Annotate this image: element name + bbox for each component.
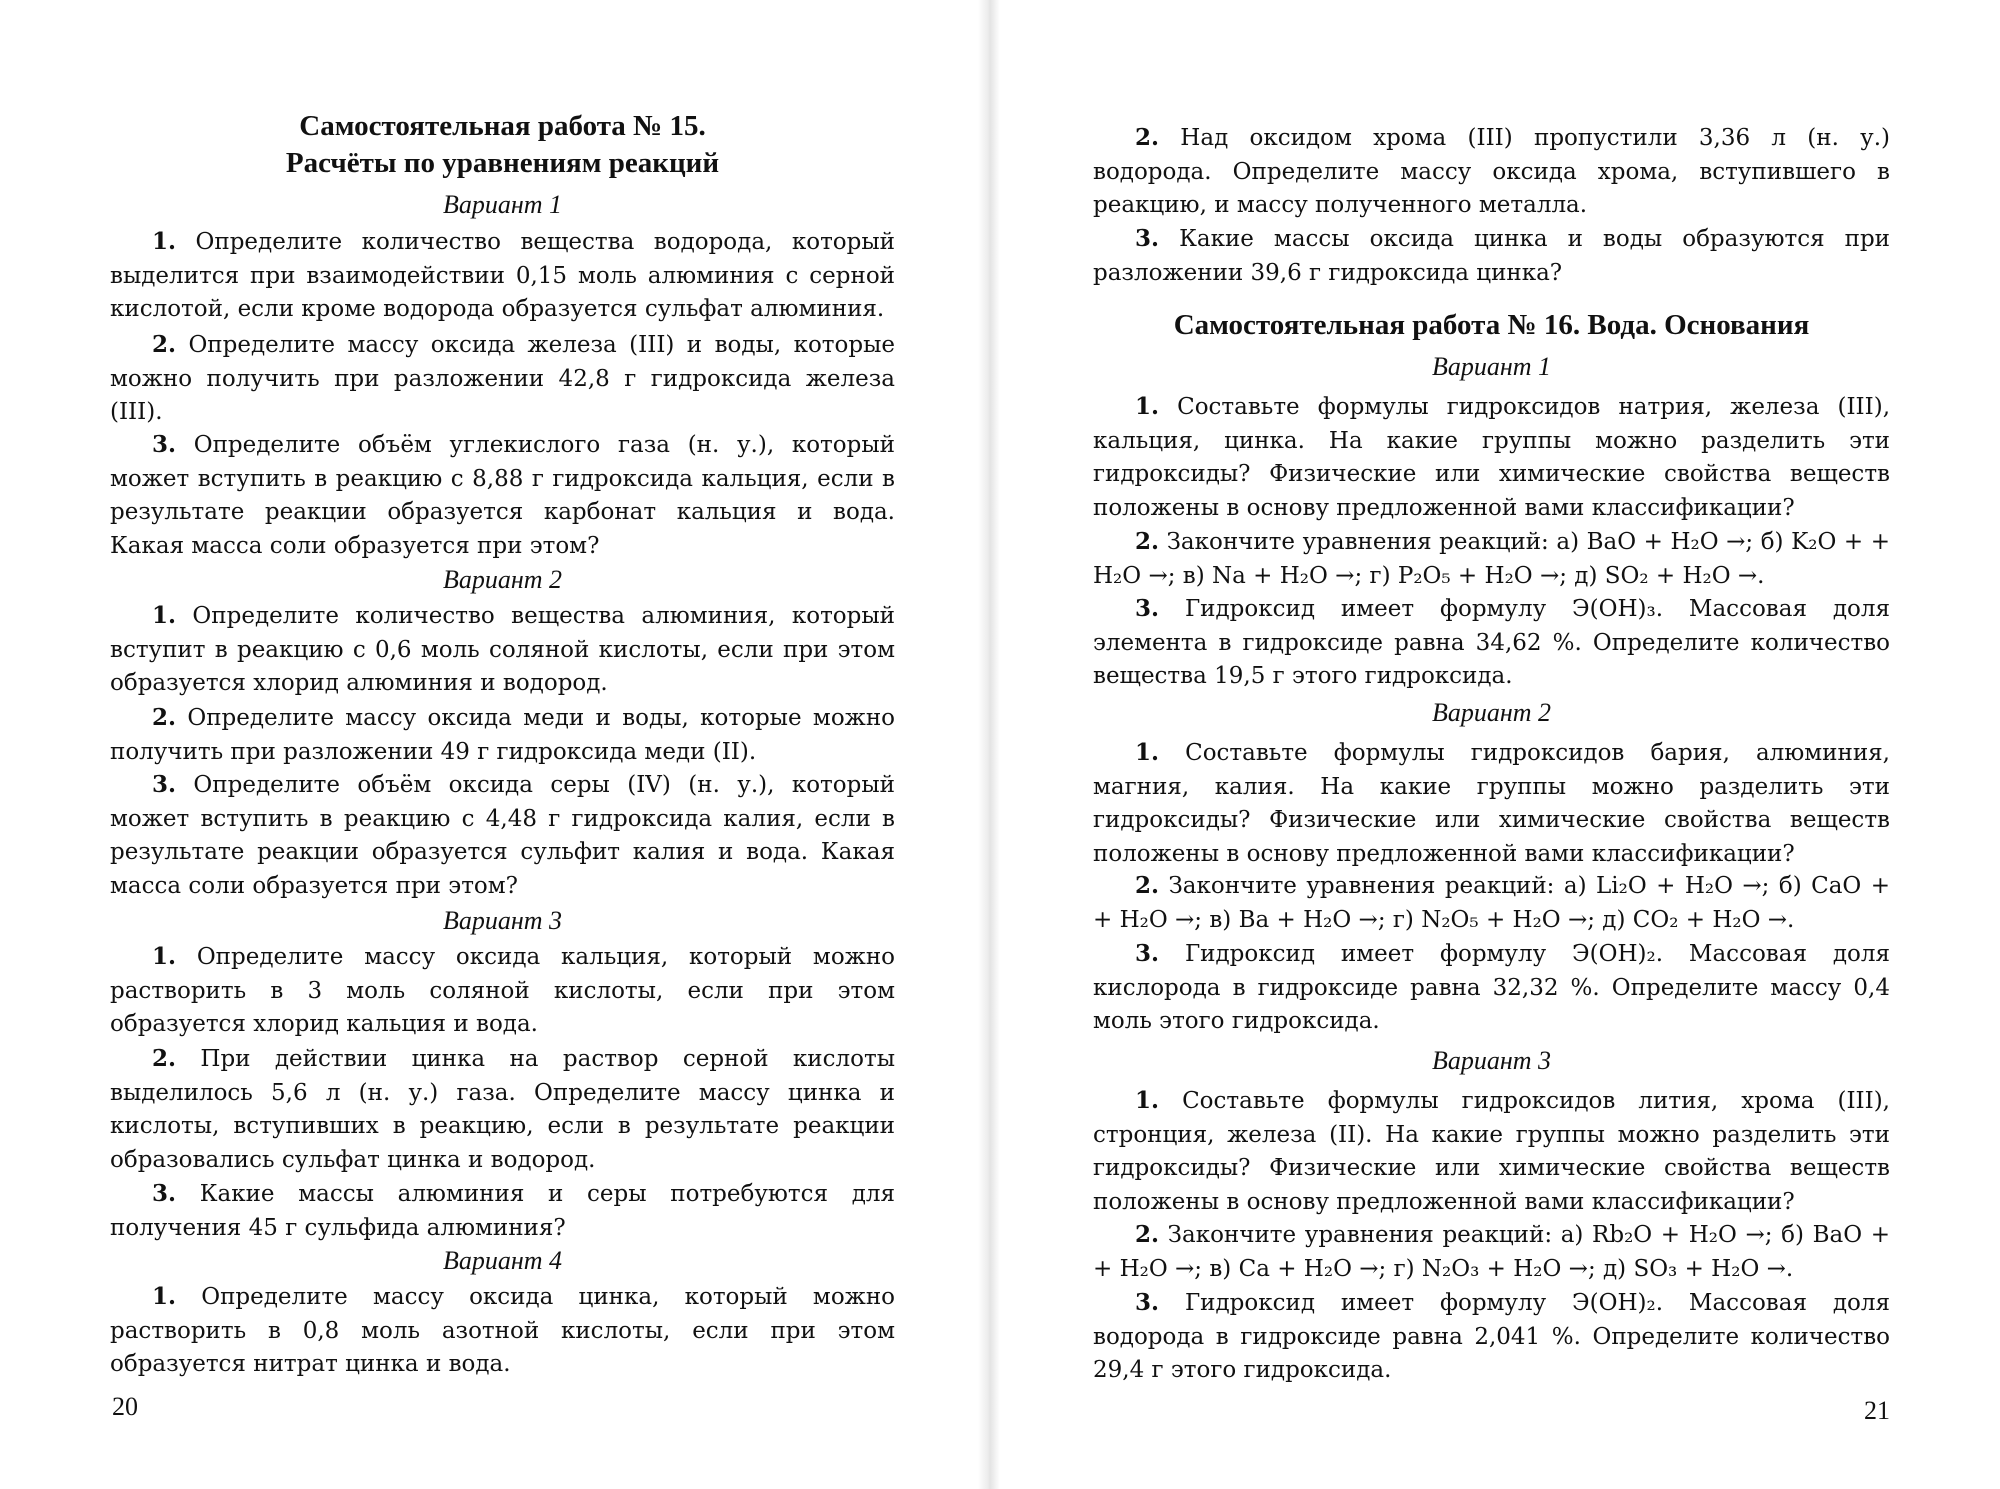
- task-item: [110, 701, 895, 769]
- variant-heading: Вариант 1: [1431, 352, 1552, 381]
- task-number: 3.: [152, 1180, 177, 1207]
- task-text: Закончите уравнения реакций: а) Rb₂O + H₂O →; б) BaO + + H₂O →; в) Ca + H₂O →; г) N₂O₃ + H₂O →; д) SO₃ + H₂O →.: [1093, 1222, 1891, 1282]
- task-item: [110, 1177, 895, 1245]
- variant-heading: Вариант 2: [1431, 698, 1552, 727]
- task-number: 2.: [1135, 872, 1160, 899]
- task-number: 2.: [1135, 528, 1160, 555]
- task-text: Определите количество вещества алюминия, который вступит в реакцию с 0,6 моль соляной кислоты, если при этом образуется хлорид алюминия и водород.: [110, 603, 895, 696]
- book-gutter: [978, 0, 1000, 1489]
- task-item: [1093, 390, 1890, 525]
- variant-heading: Вариант 4: [442, 1246, 563, 1275]
- variant-heading: Вариант 2: [442, 565, 563, 594]
- task-number: 2.: [1135, 124, 1160, 151]
- task-number: 1.: [1135, 1087, 1160, 1114]
- task-number: 3.: [152, 431, 177, 458]
- task-number: 2.: [152, 331, 177, 358]
- page-number: 21: [1864, 1396, 1890, 1425]
- task-text: Гидроксид имеет формулу Э(OH)₂. Массовая доля кислорода в гидроксиде равна 32,32 %. Определите массу 0,4 моль этого гидроксида.: [1093, 941, 1891, 1034]
- task-item: [110, 1280, 895, 1382]
- task-text: Составьте формулы гидроксидов лития, хрома (III), стронция, железа (II). На какие группы можно разделить эти гидроксиды? Физические или химические свойства веществ положены в основу предложенной вами классификации?: [1093, 1088, 1890, 1215]
- task-item: [110, 599, 895, 701]
- task-text: Закончите уравнения реакций: а) BaO + H₂O →; б) K₂O + + H₂O →; в) Na + H₂O →; г) P₂O₅ + H₂O →; д) SO₂ + H₂O →.: [1093, 529, 1890, 589]
- task-item: [110, 328, 895, 430]
- task-text: Составьте формулы гидроксидов бария, алюминия, магния, калия. На какие группы можно разделить эти гидроксиды? Физические или химические свойства веществ положены в основу предложенной вами классификации?: [1093, 740, 1890, 867]
- task-text: Закончите уравнения реакций: а) Li₂O + H₂O →; б) CaO + + H₂O →; в) Ba + H₂O →; г) N₂O₅ + H₂O →; д) CO₂ + H₂O →.: [1093, 873, 1890, 933]
- task-item: [1093, 1286, 1890, 1388]
- task-number: 2.: [152, 1045, 177, 1072]
- task-text: Какие массы алюминия и серы потребуются для получения 45 г сульфида алюминия?: [110, 1181, 895, 1241]
- task-number: 1.: [152, 228, 177, 255]
- task-text: Определите объём углекислого газа (н. у.), который может вступить в реакцию с 8,88 г гидроксида кальция, если в результате реакции образуется карбонат кальция и вода. Какая масса соли образуется при этом?: [110, 432, 895, 559]
- task-item: [1093, 1084, 1890, 1219]
- variant-heading: Вариант 1: [442, 190, 563, 219]
- task-number: 1.: [1135, 393, 1160, 420]
- task-text: Определите массу оксида цинка, который можно растворить в 0,8 моль азотной кислоты, если при этом образуется нитрат цинка и вода.: [110, 1284, 896, 1377]
- task-item: [1093, 869, 1890, 937]
- work-16-title: Самостоятельная работа № 16. Вода. Основания: [1173, 309, 1810, 341]
- task-item: [1093, 937, 1890, 1039]
- task-number: 3.: [1135, 595, 1160, 622]
- page-20: [110, 0, 895, 1489]
- task-text: Определите массу оксида меди и воды, которые можно получить при разложении 49 г гидроксида меди (II).: [110, 705, 896, 765]
- task-item: [1093, 222, 1890, 290]
- task-item: [110, 940, 895, 1042]
- task-item: [110, 428, 895, 563]
- task-number: 1.: [152, 943, 177, 970]
- task-item: [1093, 592, 1890, 694]
- work-15-title-line1: Самостоятельная работа № 15.: [299, 110, 706, 142]
- task-item: [1093, 121, 1890, 223]
- task-text: При действии цинка на раствор серной кислоты выделилось 5,6 л (н. у.) газа. Определите массу цинка и кислоты, вступивших в реакцию, если в результате реакции образовались сульфат цинка и водород.: [110, 1046, 895, 1173]
- task-item: [1093, 525, 1890, 593]
- task-text: Определите объём оксида серы (IV) (н. у.), который может вступить в реакцию с 4,48 г гидроксида калия, если в результате реакции образуется сульфит калия и вода. Какая масса соли образуется при этом?: [110, 772, 895, 899]
- task-number: 3.: [1135, 225, 1160, 252]
- task-text: Составьте формулы гидроксидов натрия, железа (III), кальция, цинка. На какие группы можно разделить эти гидроксиды? Физические или химические свойства веществ положены в основу предложенной вами классификации?: [1093, 394, 1891, 521]
- variant-heading: Вариант 3: [1431, 1046, 1552, 1075]
- task-text: Над оксидом хрома (III) пропустили 3,36 л (н. у.) водорода. Определите массу оксида хрома, вступившего в реакцию, и массу полученного металла.: [1093, 125, 1890, 218]
- task-text: Гидроксид имеет формулу Э(OH)₂. Массовая доля водорода в гидроксиде равна 2,041 %. Определите количество 29,4 г этого гидроксида.: [1093, 1290, 1891, 1383]
- task-number: 1.: [152, 1283, 177, 1310]
- task-number: 2.: [152, 704, 177, 731]
- task-number: 3.: [1135, 1289, 1160, 1316]
- task-text: Определите массу оксида кальция, который можно растворить в 3 моль соляной кислоты, если при этом образуется хлорид кальция и вода.: [110, 944, 896, 1037]
- task-number: 3.: [1135, 940, 1160, 967]
- task-item: [1093, 736, 1890, 871]
- task-item: [1093, 1218, 1890, 1286]
- task-text: Определите массу оксида железа (III) и воды, которые можно получить при разложении 42,8 г гидроксида железа (III).: [110, 332, 895, 425]
- task-number: 1.: [1135, 739, 1160, 766]
- page-number: 20: [112, 1392, 138, 1421]
- task-number: 2.: [1135, 1221, 1160, 1248]
- task-text: Какие массы оксида цинка и воды образуются при разложении 39,6 г гидроксида цинка?: [1093, 226, 1891, 286]
- page-21: [1093, 0, 1890, 1489]
- task-number: 1.: [152, 602, 177, 629]
- task-text: Гидроксид имеет формулу Э(OH)₃. Массовая доля элемента в гидроксиде равна 34,62 %. Определите количество вещества 19,5 г этого гидроксида.: [1093, 596, 1891, 689]
- task-number: 3.: [152, 771, 177, 798]
- variant-heading: Вариант 3: [442, 906, 563, 935]
- work-15-title-line2: Расчёты по уравнениям реакций: [285, 147, 720, 179]
- task-item: [110, 768, 895, 903]
- task-item: [110, 1042, 895, 1177]
- task-item: [110, 225, 895, 327]
- task-text: Определите количество вещества водорода, который выделится при взаимодействии 0,15 моль алюминия с серной кислотой, если кроме водорода образуется сульфат алюминия.: [110, 229, 895, 322]
